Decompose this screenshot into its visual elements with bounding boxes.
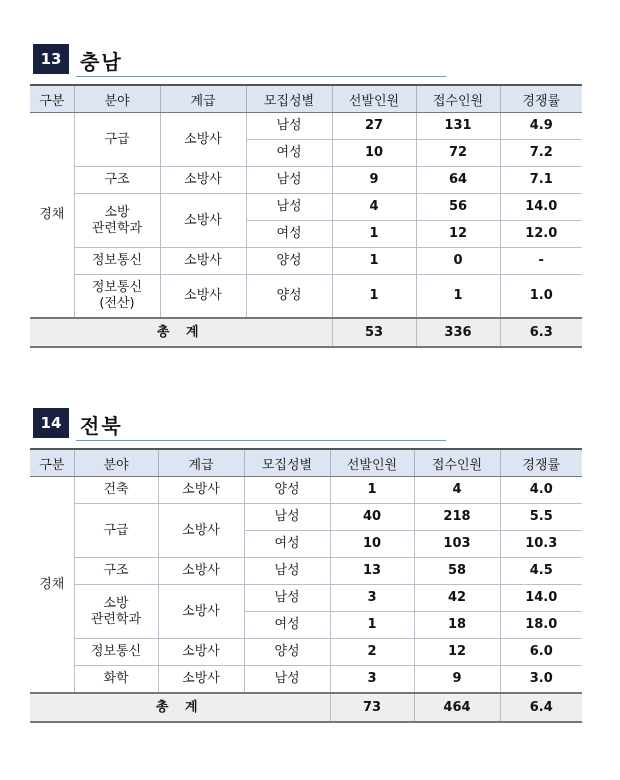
selected-cell: 1 <box>332 248 416 275</box>
applied-cell: 4 <box>414 477 500 504</box>
rank-cell: 소방사 <box>160 194 246 248</box>
header-field: 분야 <box>74 449 158 477</box>
field-cell: 정보통신 (전산) <box>74 275 160 319</box>
table-row <box>30 585 582 612</box>
rank-cell: 소방사 <box>158 504 244 558</box>
gender-cell: 양성 <box>246 275 332 319</box>
total-selected: 53 <box>332 318 416 347</box>
section-header <box>30 44 582 78</box>
table-row <box>30 194 582 221</box>
header-field: 분야 <box>74 85 160 113</box>
selected-cell: 13 <box>330 558 414 585</box>
selected-cell: 1 <box>330 477 414 504</box>
applied-cell: 12 <box>414 639 500 666</box>
field-cell: 화학 <box>74 666 158 694</box>
header-selected: 선발인원 <box>330 449 414 477</box>
gender-cell: 남성 <box>244 585 330 612</box>
section-jeonbuk <box>30 408 582 723</box>
ratio-cell: 10.3 <box>500 531 582 558</box>
selected-cell: 1 <box>332 275 416 319</box>
rank-cell: 소방사 <box>158 585 244 639</box>
total-ratio: 6.3 <box>500 318 582 347</box>
section-title: 전북 <box>80 414 123 438</box>
ratio-cell: 4.5 <box>500 558 582 585</box>
recruitment-table <box>30 84 582 348</box>
ratio-cell: 4.9 <box>500 113 582 140</box>
field-cell: 소방 관련학과 <box>74 585 158 639</box>
field-cell: 정보통신 <box>74 248 160 275</box>
table-row <box>30 639 582 666</box>
selected-cell: 3 <box>330 666 414 694</box>
ratio-cell: 7.2 <box>500 140 582 167</box>
selected-cell: 9 <box>332 167 416 194</box>
gender-cell: 남성 <box>246 167 332 194</box>
gender-cell: 양성 <box>244 477 330 504</box>
header-gender: 모집성별 <box>246 85 332 113</box>
total-selected: 73 <box>330 693 414 722</box>
section-number-badge: 13 <box>33 44 69 74</box>
section-chungnam <box>30 44 582 348</box>
table-row <box>30 248 582 275</box>
header-category: 구분 <box>30 449 74 477</box>
header-ratio: 경쟁률 <box>500 449 582 477</box>
rank-cell: 소방사 <box>160 248 246 275</box>
selected-cell: 1 <box>330 612 414 639</box>
applied-cell: 56 <box>416 194 500 221</box>
title-underline <box>76 440 446 441</box>
field-cell: 건축 <box>74 477 158 504</box>
field-cell: 구조 <box>74 167 160 194</box>
field-cell: 구조 <box>74 558 158 585</box>
selected-cell: 40 <box>330 504 414 531</box>
table-row <box>30 477 582 504</box>
applied-cell: 131 <box>416 113 500 140</box>
table-row <box>30 113 582 140</box>
header-gender: 모집성별 <box>244 449 330 477</box>
ratio-cell: 1.0 <box>500 275 582 319</box>
total-applied: 336 <box>416 318 500 347</box>
field-cell: 정보통신 <box>74 639 158 666</box>
table-header-row <box>30 85 582 113</box>
section-header <box>30 408 582 442</box>
header-rank: 계급 <box>158 449 244 477</box>
title-underline <box>76 76 446 77</box>
selected-cell: 1 <box>332 221 416 248</box>
applied-cell: 72 <box>416 140 500 167</box>
total-ratio: 6.4 <box>500 693 582 722</box>
rank-cell: 소방사 <box>158 666 244 694</box>
rank-cell: 소방사 <box>160 113 246 167</box>
rank-cell: 소방사 <box>158 639 244 666</box>
gender-cell: 여성 <box>244 531 330 558</box>
gender-cell: 여성 <box>246 140 332 167</box>
applied-cell: 12 <box>416 221 500 248</box>
category-cell: 경채 <box>30 477 74 694</box>
gender-cell: 남성 <box>246 194 332 221</box>
applied-cell: 58 <box>414 558 500 585</box>
applied-cell: 0 <box>416 248 500 275</box>
total-label: 총 계 <box>30 318 332 347</box>
ratio-cell: 6.0 <box>500 639 582 666</box>
table-row <box>30 504 582 531</box>
ratio-cell: 4.0 <box>500 477 582 504</box>
header-applied: 접수인원 <box>414 449 500 477</box>
table-row <box>30 275 582 319</box>
gender-cell: 여성 <box>244 612 330 639</box>
ratio-cell: 12.0 <box>500 221 582 248</box>
total-row <box>30 693 582 722</box>
applied-cell: 1 <box>416 275 500 319</box>
total-row <box>30 318 582 347</box>
applied-cell: 18 <box>414 612 500 639</box>
field-cell: 구급 <box>74 113 160 167</box>
applied-cell: 103 <box>414 531 500 558</box>
table-row <box>30 167 582 194</box>
table-row <box>30 666 582 694</box>
applied-cell: 9 <box>414 666 500 694</box>
gender-cell: 양성 <box>246 248 332 275</box>
gender-cell: 남성 <box>246 113 332 140</box>
gender-cell: 양성 <box>244 639 330 666</box>
applied-cell: 42 <box>414 585 500 612</box>
rank-cell: 소방사 <box>160 275 246 319</box>
rank-cell: 소방사 <box>158 558 244 585</box>
category-cell: 경채 <box>30 113 74 319</box>
rank-cell: 소방사 <box>158 477 244 504</box>
selected-cell: 10 <box>332 140 416 167</box>
table-header-row <box>30 449 582 477</box>
ratio-cell: - <box>500 248 582 275</box>
rank-cell: 소방사 <box>160 167 246 194</box>
ratio-cell: 3.0 <box>500 666 582 694</box>
total-applied: 464 <box>414 693 500 722</box>
total-label: 총 계 <box>30 693 330 722</box>
section-number-badge: 14 <box>33 408 69 438</box>
selected-cell: 2 <box>330 639 414 666</box>
applied-cell: 218 <box>414 504 500 531</box>
section-title: 충남 <box>80 50 123 74</box>
recruitment-table <box>30 448 582 723</box>
header-category: 구분 <box>30 85 74 113</box>
header-applied: 접수인원 <box>416 85 500 113</box>
field-cell: 소방 관련학과 <box>74 194 160 248</box>
ratio-cell: 14.0 <box>500 585 582 612</box>
header-ratio: 경쟁률 <box>500 85 582 113</box>
selected-cell: 10 <box>330 531 414 558</box>
header-selected: 선발인원 <box>332 85 416 113</box>
ratio-cell: 5.5 <box>500 504 582 531</box>
gender-cell: 남성 <box>244 504 330 531</box>
ratio-cell: 18.0 <box>500 612 582 639</box>
applied-cell: 64 <box>416 167 500 194</box>
gender-cell: 남성 <box>244 558 330 585</box>
gender-cell: 여성 <box>246 221 332 248</box>
field-cell: 구급 <box>74 504 158 558</box>
selected-cell: 3 <box>330 585 414 612</box>
header-rank: 계급 <box>160 85 246 113</box>
ratio-cell: 14.0 <box>500 194 582 221</box>
ratio-cell: 7.1 <box>500 167 582 194</box>
gender-cell: 남성 <box>244 666 330 694</box>
selected-cell: 27 <box>332 113 416 140</box>
table-row <box>30 558 582 585</box>
selected-cell: 4 <box>332 194 416 221</box>
